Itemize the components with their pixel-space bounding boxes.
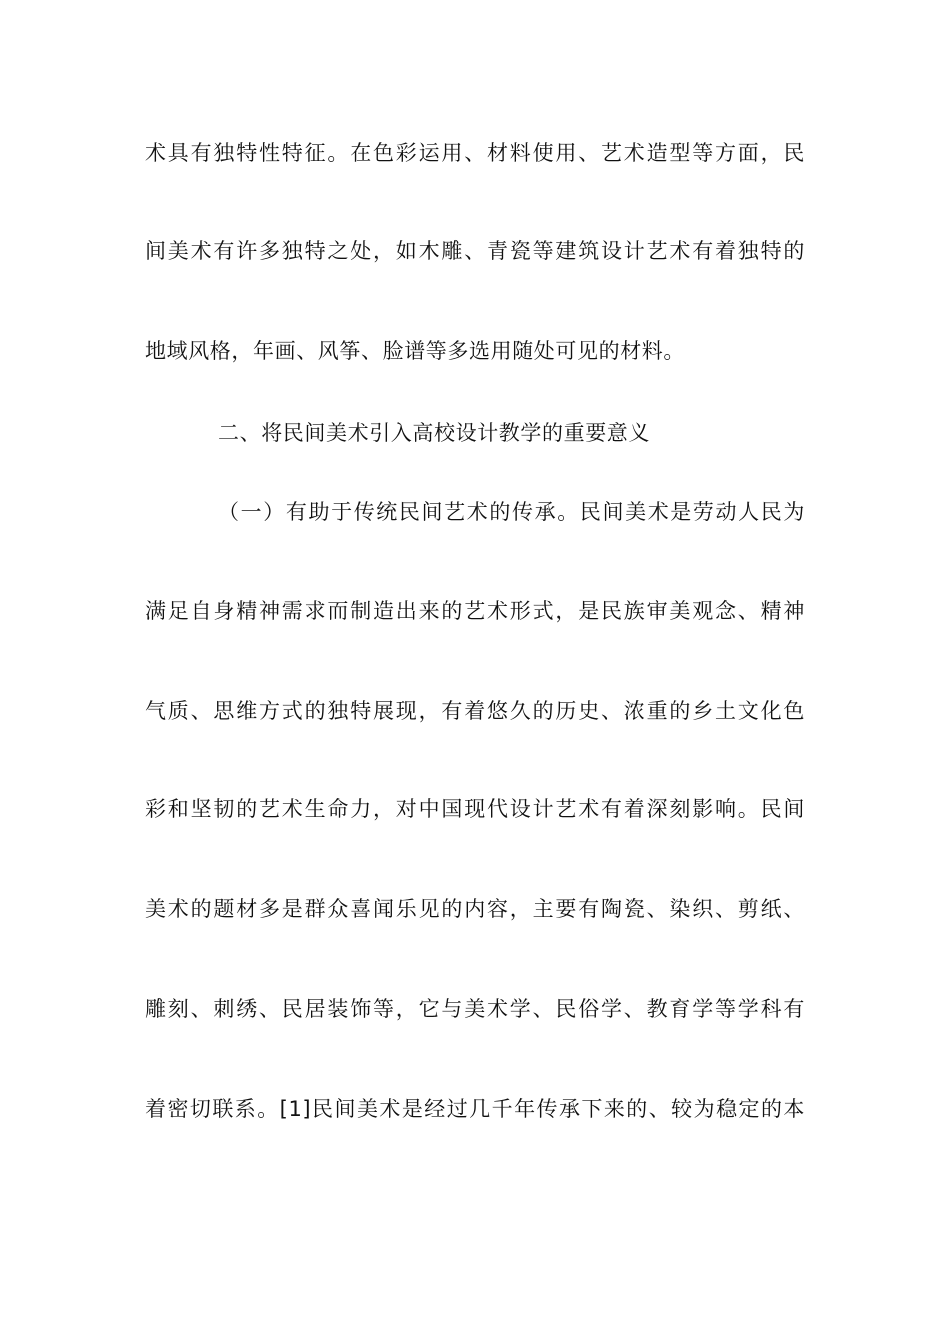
paragraph-line: 彩和坚韧的艺术生命力，对中国现代设计艺术有着深刻影响。民间 — [145, 797, 805, 821]
paragraph-line: 术具有独特性特征。在色彩运用、材料使用、艺术造型等方面，民 — [145, 141, 805, 165]
paragraph-line: 间美术有许多独特之处，如木雕、青瓷等建筑设计艺术有着独特的 — [145, 239, 805, 263]
paragraph-line: （一）有助于传统民间艺术的传承。民间美术是劳动人民为 — [218, 500, 805, 524]
paragraph-line: 气质、思维方式的独特展现，有着悠久的历史、浓重的乡土文化色 — [145, 699, 805, 723]
paragraph-line: 雕刻、刺绣、民居装饰等，它与美术学、民俗学、教育学等学科有 — [145, 997, 805, 1021]
section-heading: 二、将民间美术引入高校设计教学的重要意义 — [218, 421, 650, 445]
paragraph-line: 满足自身精神需求而制造出来的艺术形式，是民族审美观念、精神 — [145, 599, 805, 623]
paragraph-line: 地域风格，年画、风筝、脸谱等多选用随处可见的材料。 — [145, 339, 685, 363]
paragraph-line: 美术的题材多是群众喜闻乐见的内容，主要有陶瓷、染织、剪纸、 — [145, 897, 805, 921]
paragraph-line: 着密切联系。[1]民间美术是经过几千年传承下来的、较为稳定的本 — [145, 1097, 805, 1121]
